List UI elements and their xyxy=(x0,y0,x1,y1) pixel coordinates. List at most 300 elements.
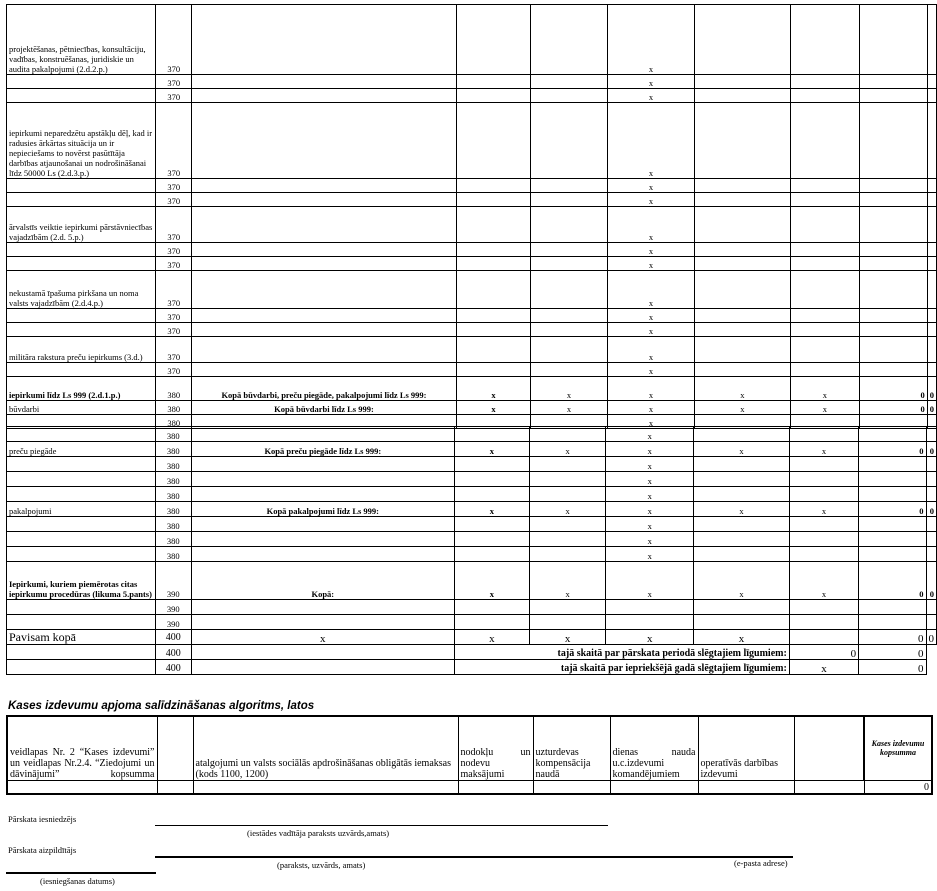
row-cell xyxy=(192,193,457,207)
row-code: 370 xyxy=(156,257,192,271)
row-label xyxy=(7,427,156,442)
table-row xyxy=(7,103,937,179)
row-cell xyxy=(860,89,928,103)
row-cell xyxy=(695,193,790,207)
row-cell: x xyxy=(789,442,858,457)
row-cell xyxy=(695,337,790,363)
row-cell xyxy=(927,257,936,271)
row-cell xyxy=(927,271,936,309)
grand-total-cell xyxy=(789,630,858,645)
closed-code: 400 xyxy=(155,660,191,675)
grand-total-cell: x xyxy=(191,630,454,645)
table-row xyxy=(7,517,937,532)
row-cell xyxy=(192,243,457,257)
row-cell xyxy=(789,600,858,615)
row-cell xyxy=(191,472,454,487)
table-row xyxy=(7,547,937,562)
row-code: 380 xyxy=(156,377,192,401)
row-cell xyxy=(456,337,531,363)
row-cell xyxy=(927,337,936,363)
row-cell: x xyxy=(529,562,606,600)
row-code: 370 xyxy=(156,363,192,377)
table-row xyxy=(7,271,937,309)
row-cell xyxy=(695,323,790,337)
row-cell xyxy=(694,472,790,487)
row-label xyxy=(7,517,156,532)
row-cell xyxy=(456,363,531,377)
row-cell: 0 xyxy=(926,502,937,517)
row-label xyxy=(7,179,156,193)
row-cell xyxy=(606,615,694,630)
row-cell: x xyxy=(607,401,694,415)
row-cell xyxy=(926,457,937,472)
row-cell: x xyxy=(606,502,694,517)
row-cell xyxy=(456,207,531,243)
row-cell: x xyxy=(529,502,606,517)
executor-caption: (paraksts, uzvārds, amats) xyxy=(277,860,366,870)
row-cell xyxy=(790,193,860,207)
closed-value-1: 0 xyxy=(789,645,858,660)
row-label: būvdarbi xyxy=(7,401,156,415)
row-cell xyxy=(531,323,608,337)
row-cell xyxy=(454,532,529,547)
row-cell xyxy=(860,323,928,337)
date-line xyxy=(6,872,156,874)
row-cell xyxy=(789,427,858,442)
closed-contracts-row xyxy=(7,660,937,675)
preparer-signature-line xyxy=(155,825,608,826)
row-cell: x xyxy=(790,377,860,401)
row-cell xyxy=(695,5,790,75)
row-cell xyxy=(926,547,937,562)
row-cell xyxy=(927,243,936,257)
row-cell xyxy=(789,517,858,532)
row-label xyxy=(7,363,156,377)
table-row xyxy=(7,257,937,271)
row-code: 380 xyxy=(155,517,191,532)
row-cell xyxy=(694,615,790,630)
row-cell: x xyxy=(607,377,694,401)
row-cell xyxy=(695,207,790,243)
grand-total-cell: x xyxy=(454,630,529,645)
row-label xyxy=(7,89,156,103)
row-cell xyxy=(695,309,790,323)
closed-value-2: 0 xyxy=(859,660,926,675)
row-cell xyxy=(790,5,860,75)
row-cell xyxy=(789,547,858,562)
row-label xyxy=(7,615,156,630)
row-cell xyxy=(789,457,858,472)
row-cell xyxy=(789,532,858,547)
grand-total-cell: x xyxy=(606,630,694,645)
row-cell xyxy=(790,103,860,179)
row-cell: Kopā preču piegāde līdz Ls 999: xyxy=(191,442,454,457)
row-label xyxy=(7,600,156,615)
closed-value-1: x xyxy=(789,660,858,675)
row-cell: x xyxy=(607,243,694,257)
grand-total-cell: 0 xyxy=(859,630,926,645)
row-cell: x xyxy=(606,427,694,442)
row-cell: x xyxy=(607,415,694,429)
row-cell: x xyxy=(454,562,529,600)
row-cell: x xyxy=(607,271,694,309)
row-cell xyxy=(860,5,928,75)
row-cell xyxy=(531,179,608,193)
row-cell xyxy=(926,600,937,615)
row-cell xyxy=(859,457,926,472)
row-cell: Kopā: xyxy=(191,562,454,600)
row-code: 370 xyxy=(156,309,192,323)
grand-total-code: 400 xyxy=(155,630,191,645)
row-cell: x xyxy=(606,487,694,502)
row-cell xyxy=(789,615,858,630)
row-cell xyxy=(529,457,606,472)
row-cell xyxy=(694,427,790,442)
row-cell: x xyxy=(694,562,790,600)
row-cell xyxy=(790,323,860,337)
closed-contracts-label: tajā skaitā par pārskata periodā slēgtajiem līgumiem: xyxy=(454,645,789,660)
row-label xyxy=(7,487,156,502)
row-cell: 0 xyxy=(926,562,937,600)
row-cell xyxy=(191,547,454,562)
row-cell: x xyxy=(606,547,694,562)
row-cell xyxy=(926,427,937,442)
row-cell xyxy=(790,75,860,89)
table-row xyxy=(7,377,937,401)
row-cell xyxy=(454,427,529,442)
row-cell xyxy=(192,257,457,271)
row-label xyxy=(7,457,156,472)
row-label: preču piegāde xyxy=(7,442,156,457)
row-cell xyxy=(531,257,608,271)
row-cell: Kopā pakalpojumi līdz Ls 999: xyxy=(191,502,454,517)
row-cell xyxy=(927,75,936,89)
row-cell xyxy=(191,517,454,532)
row-cell: x xyxy=(606,517,694,532)
row-cell xyxy=(859,517,926,532)
row-cell: x xyxy=(694,442,790,457)
row-code: 380 xyxy=(155,487,191,502)
row-cell xyxy=(454,517,529,532)
row-cell xyxy=(531,89,608,103)
row-cell xyxy=(927,363,936,377)
row-cell xyxy=(695,363,790,377)
table-row xyxy=(7,600,937,615)
row-code: 380 xyxy=(155,472,191,487)
row-code: 380 xyxy=(155,442,191,457)
row-code: 370 xyxy=(156,271,192,309)
row-label: ārvalstīs veiktie iepirkumi pārstāvniecības vajadzībām (2.d. 5.p.) xyxy=(7,207,156,243)
row-cell: x xyxy=(789,502,858,517)
row-cell xyxy=(695,179,790,193)
row-label xyxy=(7,309,156,323)
row-cell: x xyxy=(789,562,858,600)
row-cell: x xyxy=(607,89,694,103)
row-cell xyxy=(456,179,531,193)
row-cell xyxy=(860,363,928,377)
grand-total-label: Pavisam kopā xyxy=(7,630,156,645)
row-cell xyxy=(606,600,694,615)
row-label xyxy=(7,257,156,271)
row-cell xyxy=(860,207,928,243)
blank-cell xyxy=(7,660,156,675)
row-code: 370 xyxy=(156,243,192,257)
blank-cell xyxy=(7,645,156,660)
row-code: 380 xyxy=(155,547,191,562)
closed-value-2: 0 xyxy=(859,645,926,660)
row-cell: x xyxy=(607,309,694,323)
row-cell xyxy=(860,309,928,323)
table-row xyxy=(7,323,937,337)
row-cell xyxy=(454,600,529,615)
procurement-table-part1 xyxy=(6,4,937,429)
row-cell xyxy=(789,472,858,487)
row-cell xyxy=(927,309,936,323)
executor-signature-line xyxy=(155,856,793,858)
row-cell: 0 xyxy=(860,377,928,401)
row-cell xyxy=(790,243,860,257)
row-cell: Kopā būvdarbi līdz Ls 999: xyxy=(192,401,457,415)
row-cell xyxy=(531,271,608,309)
row-code: 370 xyxy=(156,207,192,243)
row-cell: x xyxy=(606,457,694,472)
grand-total-cell: 0 xyxy=(926,630,937,645)
row-cell: x xyxy=(695,401,790,415)
blank-cell xyxy=(191,645,454,660)
row-cell xyxy=(860,271,928,309)
row-label xyxy=(7,532,156,547)
row-cell: x xyxy=(456,377,531,401)
row-cell xyxy=(859,532,926,547)
header-operational: operatīvās darbības izdevumi xyxy=(698,716,794,780)
row-cell xyxy=(456,271,531,309)
row-cell xyxy=(529,532,606,547)
row-cell: Kopā būvdarbi, preču piegāde, pakalpojumi līdz Ls 999: xyxy=(192,377,457,401)
row-cell: 0 xyxy=(926,442,937,457)
row-cell: x xyxy=(790,401,860,415)
row-cell xyxy=(859,547,926,562)
header-empty-2 xyxy=(794,716,864,780)
row-cell xyxy=(529,427,606,442)
row-cell: x xyxy=(607,207,694,243)
row-cell xyxy=(531,363,608,377)
row-cell: x xyxy=(606,472,694,487)
row-cell xyxy=(790,207,860,243)
table-row xyxy=(7,75,937,89)
row-cell xyxy=(531,337,608,363)
row-cell xyxy=(191,427,454,442)
row-code: 370 xyxy=(156,179,192,193)
grand-total-cell: x xyxy=(694,630,790,645)
row-cell xyxy=(694,487,790,502)
row-cell xyxy=(192,5,457,75)
row-cell xyxy=(454,615,529,630)
row-cell xyxy=(191,457,454,472)
preparer-caption: (iestādes vadītāja paraksts uzvārds,amats) xyxy=(247,828,390,838)
date-caption: (iesniegšanas datums) xyxy=(40,876,115,886)
row-cell: 0 xyxy=(859,442,926,457)
row-code: 370 xyxy=(156,89,192,103)
table-row xyxy=(7,472,937,487)
header-empty-1 xyxy=(157,716,193,780)
row-cell xyxy=(529,547,606,562)
row-cell xyxy=(531,75,608,89)
procurement-table-part2 xyxy=(6,426,937,675)
row-cell xyxy=(531,309,608,323)
row-cell xyxy=(860,103,928,179)
row-code: 370 xyxy=(156,103,192,179)
row-cell: 0 xyxy=(927,401,936,415)
closed-contracts-row xyxy=(7,645,937,660)
row-cell xyxy=(192,89,457,103)
table-row xyxy=(7,457,937,472)
row-cell xyxy=(529,472,606,487)
table-row xyxy=(7,502,937,517)
row-code: 380 xyxy=(155,457,191,472)
row-cell: 0 xyxy=(859,562,926,600)
row-cell xyxy=(529,600,606,615)
row-label: projektēšanas, pētniecības, konsultāciju, vadības, konstruēšanas, juridiskie un audita pakalpojumi (2.d.2.p.) xyxy=(7,5,156,75)
row-code: 370 xyxy=(156,337,192,363)
row-label xyxy=(7,547,156,562)
row-cell: x xyxy=(454,502,529,517)
closed-code: 400 xyxy=(155,645,191,660)
row-code: 380 xyxy=(155,427,191,442)
row-cell xyxy=(456,193,531,207)
row-code: 390 xyxy=(155,562,191,600)
row-cell xyxy=(860,243,928,257)
table-row xyxy=(7,179,937,193)
row-cell xyxy=(790,89,860,103)
table-row xyxy=(7,562,937,600)
row-cell xyxy=(926,472,937,487)
row-cell: x xyxy=(607,179,694,193)
row-label xyxy=(7,323,156,337)
row-cell: x xyxy=(456,401,531,415)
row-code: 380 xyxy=(155,502,191,517)
row-cell: x xyxy=(529,442,606,457)
row-cell xyxy=(531,243,608,257)
preparer-label: Pārskata iesniedzējs xyxy=(8,814,77,824)
row-cell xyxy=(859,427,926,442)
row-code: 380 xyxy=(156,401,192,415)
row-cell: 0 xyxy=(860,401,928,415)
executor-label: Pārskata aizpildītājs xyxy=(8,845,77,855)
row-label: Iepirkumi, kuriem piemērotas citas iepirkumu procedūras (likuma 5.pants) xyxy=(7,562,156,600)
row-cell xyxy=(456,309,531,323)
header-taxes: nodokļu un nodevu maksājumi xyxy=(458,716,533,780)
row-cell xyxy=(454,472,529,487)
table-row xyxy=(7,401,937,415)
row-cell xyxy=(694,457,790,472)
algorithm-title: Kases izdevumu apjoma salīdzināšanas algoritms, latos xyxy=(8,700,315,712)
row-cell xyxy=(192,337,457,363)
row-cell xyxy=(859,600,926,615)
row-cell xyxy=(860,179,928,193)
row-cell xyxy=(926,532,937,547)
row-cell xyxy=(695,103,790,179)
row-cell: x xyxy=(531,401,608,415)
row-cell: x xyxy=(607,337,694,363)
row-cell xyxy=(191,532,454,547)
row-cell xyxy=(192,271,457,309)
row-cell: 0 xyxy=(859,502,926,517)
row-cell xyxy=(694,547,790,562)
row-cell xyxy=(859,615,926,630)
grand-total-row xyxy=(7,630,937,645)
table-row xyxy=(7,193,937,207)
row-code: 390 xyxy=(155,615,191,630)
row-cell xyxy=(456,75,531,89)
header-cash-total: Kases izdevumu kopsumma xyxy=(864,716,932,780)
table-row xyxy=(7,337,937,363)
row-cell xyxy=(192,309,457,323)
row-cell xyxy=(927,193,936,207)
header-meal-compensation: uzturdevas kompensācija naudā xyxy=(533,716,610,780)
row-cell xyxy=(191,615,454,630)
row-label: nekustamā īpašuma pirkšana un noma valsts vajadzībām (2.d.4.p.) xyxy=(7,271,156,309)
row-cell: x xyxy=(454,442,529,457)
row-cell: x xyxy=(531,377,608,401)
row-code: 370 xyxy=(156,193,192,207)
row-cell xyxy=(695,271,790,309)
row-cell xyxy=(859,487,926,502)
blank-cell xyxy=(191,660,454,675)
row-label: iepirkumi neparedzētu apstākļu dēļ, kad ir radusies ārkārtas situācija un ir nepieciešams to novērst pasūtītāja darbības atjaunošanai un nodrošināšanai līdz 50000 Ls (2.d.3.p.) xyxy=(7,103,156,179)
row-cell xyxy=(927,207,936,243)
row-cell xyxy=(860,257,928,271)
row-cell xyxy=(529,487,606,502)
cash-total-value: 0 xyxy=(864,780,932,794)
row-cell xyxy=(694,600,790,615)
row-cell xyxy=(531,207,608,243)
row-cell xyxy=(529,615,606,630)
row-label xyxy=(7,472,156,487)
row-code: 390 xyxy=(155,600,191,615)
row-cell xyxy=(927,89,936,103)
table-row xyxy=(7,615,937,630)
table-row xyxy=(7,487,937,502)
row-code: 380 xyxy=(156,415,192,429)
row-cell xyxy=(695,243,790,257)
row-cell xyxy=(790,309,860,323)
row-cell xyxy=(790,271,860,309)
table-row xyxy=(7,442,937,457)
row-cell: x xyxy=(607,323,694,337)
row-cell: x xyxy=(607,5,694,75)
row-cell: x xyxy=(606,532,694,547)
row-label: militāra rakstura preču iepirkums (3.d.) xyxy=(7,337,156,363)
row-cell xyxy=(191,600,454,615)
row-cell xyxy=(192,103,457,179)
row-cell xyxy=(529,517,606,532)
row-cell xyxy=(860,337,928,363)
row-cell xyxy=(531,103,608,179)
row-cell xyxy=(454,457,529,472)
row-cell xyxy=(859,472,926,487)
row-cell: x xyxy=(606,562,694,600)
row-code: 380 xyxy=(155,532,191,547)
table-row xyxy=(7,207,937,243)
row-cell xyxy=(456,323,531,337)
email-caption: (e-pasta adrese) xyxy=(734,858,788,868)
row-cell: x xyxy=(607,257,694,271)
table-row xyxy=(7,5,937,75)
row-cell: x xyxy=(606,442,694,457)
row-cell xyxy=(695,75,790,89)
row-cell: x xyxy=(695,377,790,401)
row-cell xyxy=(927,5,936,75)
